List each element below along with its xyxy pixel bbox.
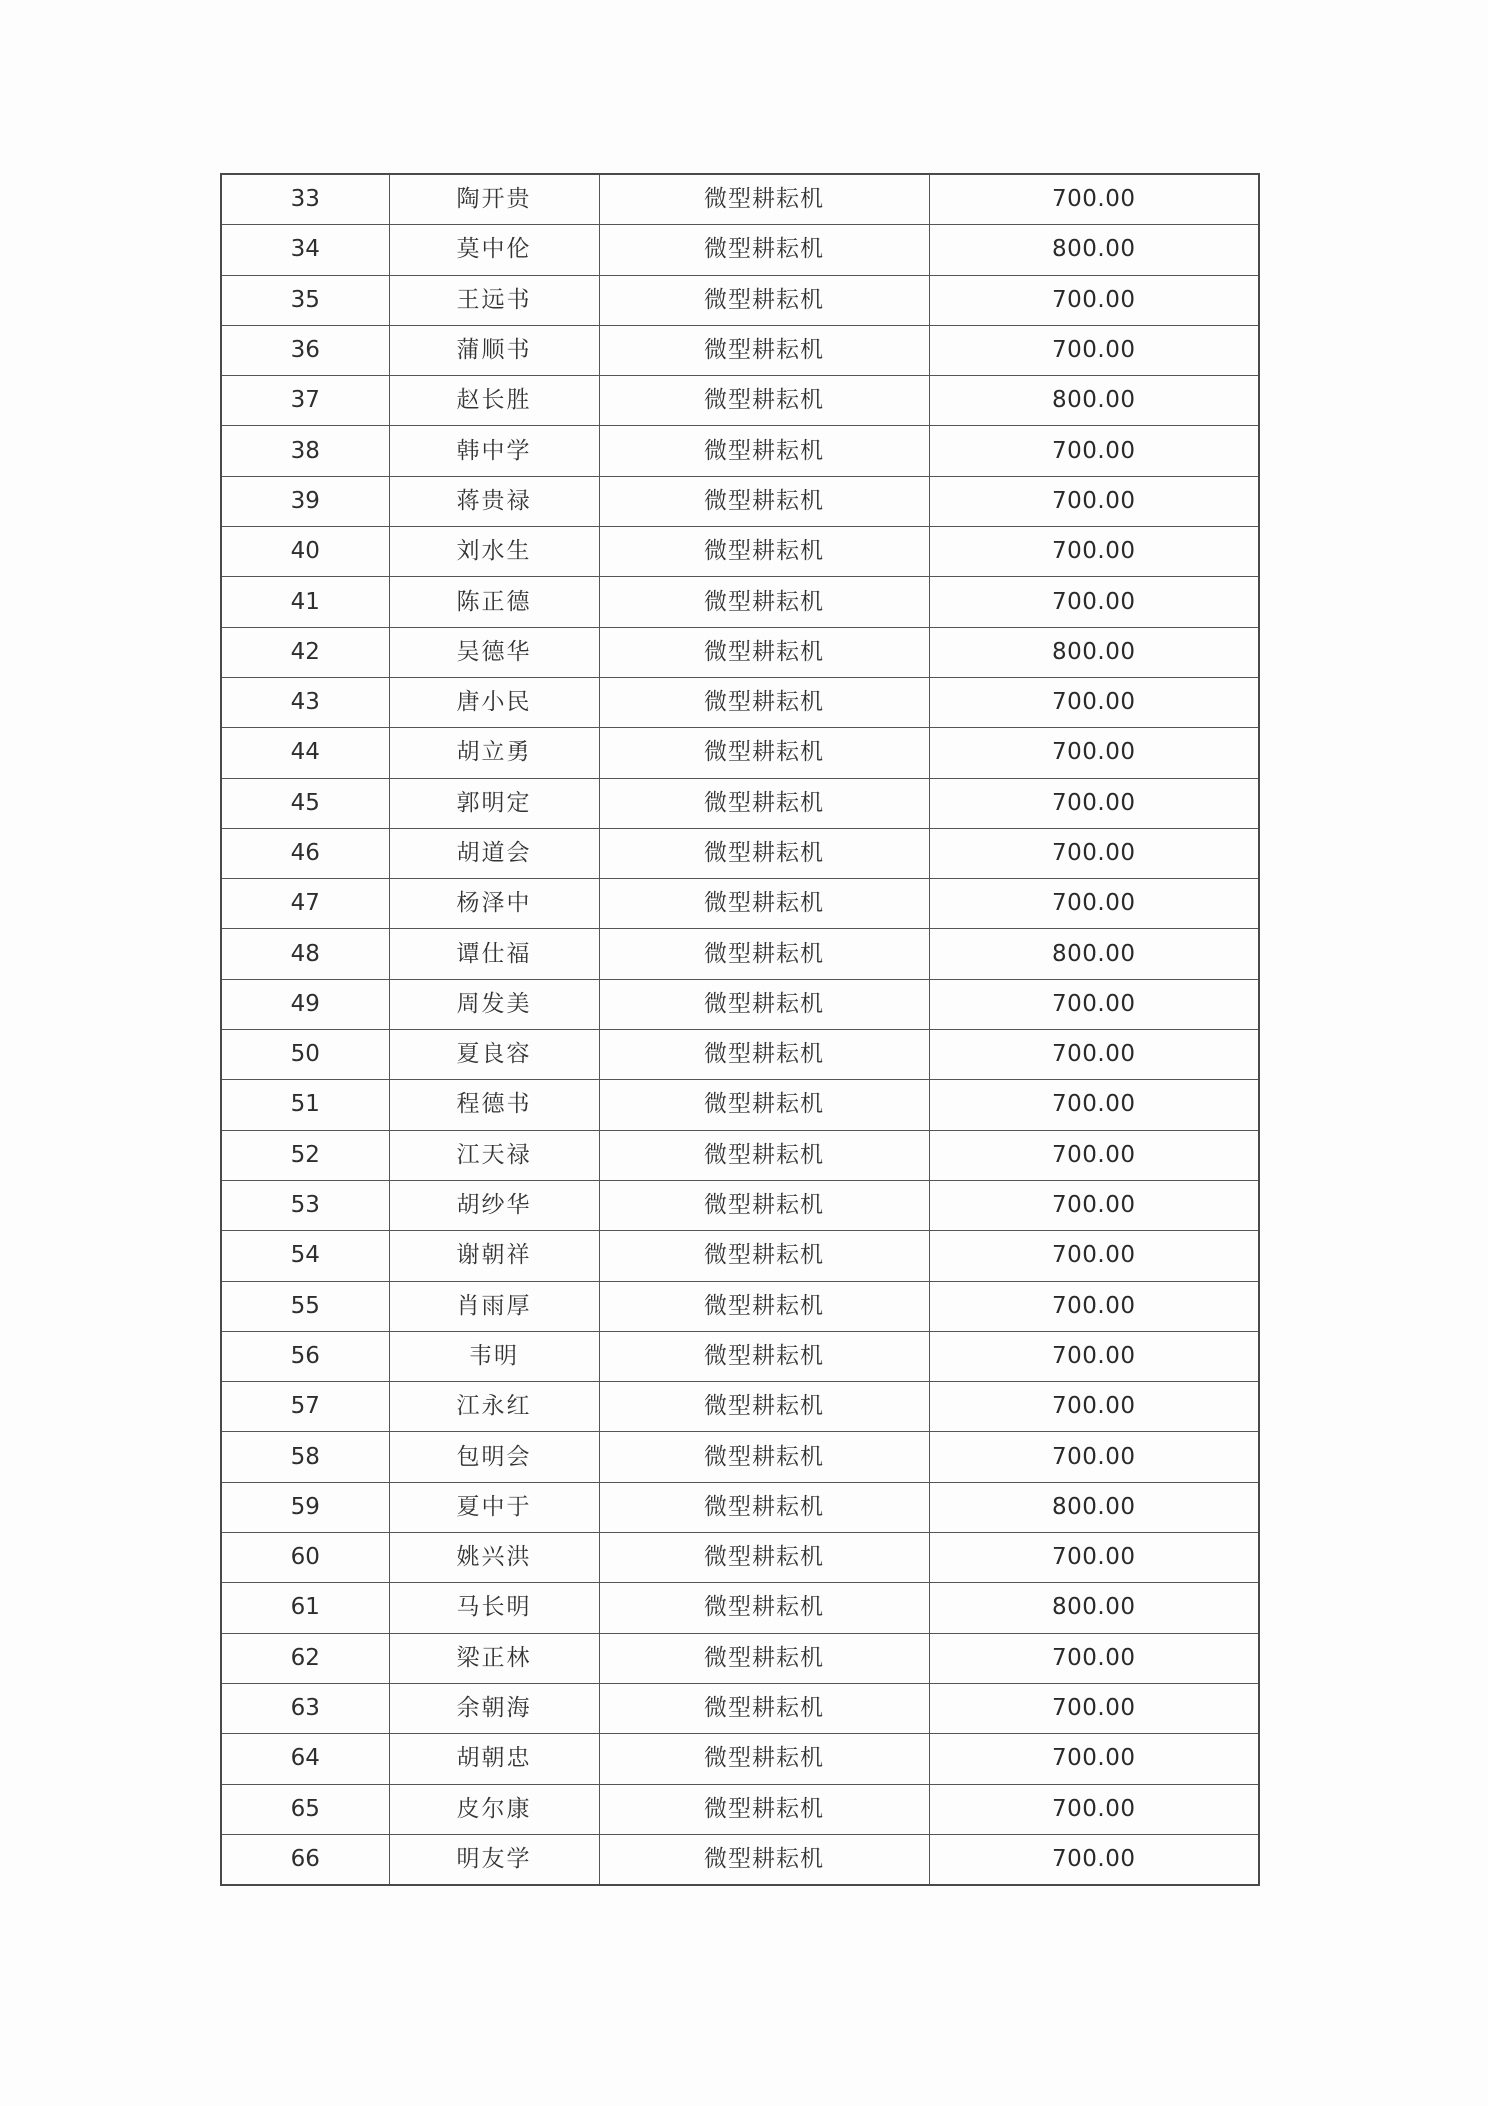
row-number: 59: [221, 1482, 389, 1532]
subsidy-amount: 700.00: [929, 1080, 1259, 1130]
machine-type: 微型耕耘机: [599, 979, 929, 1029]
farmer-name: 刘水生: [389, 527, 599, 577]
table-row: [221, 1030, 1259, 1080]
subsidy-amount: 700.00: [929, 1533, 1259, 1583]
machine-type: 微型耕耘机: [599, 1180, 929, 1230]
subsidy-amount: 700.00: [929, 1633, 1259, 1683]
farmer-name: 明友学: [389, 1834, 599, 1885]
farmer-name: 周发美: [389, 979, 599, 1029]
table-row: [221, 1231, 1259, 1281]
row-number: 66: [221, 1834, 389, 1885]
subsidy-amount: 700.00: [929, 1030, 1259, 1080]
farmer-name: 郭明定: [389, 778, 599, 828]
farmer-name: 江天禄: [389, 1130, 599, 1180]
table-row: [221, 1734, 1259, 1784]
row-number: 41: [221, 577, 389, 627]
machine-type: 微型耕耘机: [599, 225, 929, 275]
farmer-name: 梁正林: [389, 1633, 599, 1683]
machine-type: 微型耕耘机: [599, 677, 929, 727]
table-row: [221, 476, 1259, 526]
subsidy-amount: 700.00: [929, 275, 1259, 325]
machine-type: 微型耕耘机: [599, 1281, 929, 1331]
farmer-name: 胡朝忠: [389, 1734, 599, 1784]
farmer-name: 姚兴洪: [389, 1533, 599, 1583]
subsidy-amount: 700.00: [929, 979, 1259, 1029]
row-number: 40: [221, 527, 389, 577]
subsidy-amount: 800.00: [929, 1482, 1259, 1532]
subsidy-amount: 700.00: [929, 677, 1259, 727]
farmer-name: 胡立勇: [389, 728, 599, 778]
farmer-name: 杨泽中: [389, 879, 599, 929]
row-number: 58: [221, 1432, 389, 1482]
farmer-name: 韦明: [389, 1331, 599, 1381]
farmer-name: 江永红: [389, 1382, 599, 1432]
table-row: [221, 929, 1259, 979]
row-number: 57: [221, 1382, 389, 1432]
row-number: 51: [221, 1080, 389, 1130]
subsidy-amount: 800.00: [929, 929, 1259, 979]
subsidy-amount: 700.00: [929, 1231, 1259, 1281]
table-row: [221, 527, 1259, 577]
row-number: 45: [221, 778, 389, 828]
subsidy-amount: 800.00: [929, 627, 1259, 677]
row-number: 47: [221, 879, 389, 929]
row-number: 63: [221, 1683, 389, 1733]
table-row: [221, 1633, 1259, 1683]
subsidy-amount: 700.00: [929, 1180, 1259, 1230]
farmer-name: 韩中学: [389, 426, 599, 476]
subsidy-amount: 700.00: [929, 1432, 1259, 1482]
row-number: 54: [221, 1231, 389, 1281]
machine-type: 微型耕耘机: [599, 325, 929, 375]
farmer-name: 胡纱华: [389, 1180, 599, 1230]
machine-type: 微型耕耘机: [599, 1231, 929, 1281]
row-number: 49: [221, 979, 389, 1029]
row-number: 55: [221, 1281, 389, 1331]
subsidy-amount: 700.00: [929, 1130, 1259, 1180]
row-number: 44: [221, 728, 389, 778]
farmer-name: 夏良容: [389, 1030, 599, 1080]
table-row: [221, 828, 1259, 878]
machine-type: 微型耕耘机: [599, 1583, 929, 1633]
subsidy-amount: 700.00: [929, 1834, 1259, 1885]
machine-type: 微型耕耘机: [599, 879, 929, 929]
table-row: [221, 1533, 1259, 1583]
table-row: [221, 627, 1259, 677]
table-row: [221, 174, 1259, 225]
table-row: [221, 1482, 1259, 1532]
farmer-name: 蒋贵禄: [389, 476, 599, 526]
subsidy-amount: 700.00: [929, 1331, 1259, 1381]
machine-type: 微型耕耘机: [599, 1734, 929, 1784]
table-row: [221, 1583, 1259, 1633]
row-number: 43: [221, 677, 389, 727]
machine-type: 微型耕耘机: [599, 1331, 929, 1381]
subsidy-amount: 700.00: [929, 728, 1259, 778]
machine-type: 微型耕耘机: [599, 275, 929, 325]
farmer-name: 程德书: [389, 1080, 599, 1130]
subsidy-amount: 700.00: [929, 1734, 1259, 1784]
table-body: [221, 174, 1259, 1885]
subsidy-amount: 700.00: [929, 476, 1259, 526]
table-row: [221, 426, 1259, 476]
subsidy-amount: 700.00: [929, 325, 1259, 375]
row-number: 48: [221, 929, 389, 979]
table-row: [221, 1834, 1259, 1885]
table-row: [221, 225, 1259, 275]
row-number: 62: [221, 1633, 389, 1683]
table-row: [221, 677, 1259, 727]
subsidy-amount: 700.00: [929, 1784, 1259, 1834]
table-row: [221, 275, 1259, 325]
machine-type: 微型耕耘机: [599, 174, 929, 225]
row-number: 52: [221, 1130, 389, 1180]
subsidy-amount: 700.00: [929, 1281, 1259, 1331]
farmer-name: 包明会: [389, 1432, 599, 1482]
row-number: 53: [221, 1180, 389, 1230]
machine-type: 微型耕耘机: [599, 1633, 929, 1683]
machine-type: 微型耕耘机: [599, 1030, 929, 1080]
machine-type: 微型耕耘机: [599, 1130, 929, 1180]
table-row: [221, 1130, 1259, 1180]
table-row: [221, 1331, 1259, 1381]
farmer-name: 莫中伦: [389, 225, 599, 275]
table-row: [221, 376, 1259, 426]
table-row: [221, 979, 1259, 1029]
subsidy-amount: 700.00: [929, 174, 1259, 225]
subsidy-amount: 800.00: [929, 376, 1259, 426]
machine-type: 微型耕耘机: [599, 929, 929, 979]
farmer-name: 吴德华: [389, 627, 599, 677]
table-row: [221, 1281, 1259, 1331]
farmer-name: 蒲顺书: [389, 325, 599, 375]
subsidy-amount: 700.00: [929, 778, 1259, 828]
subsidy-amount: 700.00: [929, 1683, 1259, 1733]
row-number: 46: [221, 828, 389, 878]
table-row: [221, 325, 1259, 375]
farmer-name: 王远书: [389, 275, 599, 325]
table-row: [221, 778, 1259, 828]
subsidy-amount: 800.00: [929, 225, 1259, 275]
row-number: 50: [221, 1030, 389, 1080]
row-number: 65: [221, 1784, 389, 1834]
row-number: 33: [221, 174, 389, 225]
machine-type: 微型耕耘机: [599, 1432, 929, 1482]
farmer-name: 肖雨厚: [389, 1281, 599, 1331]
machine-type: 微型耕耘机: [599, 1784, 929, 1834]
table-row: [221, 1382, 1259, 1432]
farmer-name: 皮尔康: [389, 1784, 599, 1834]
row-number: 64: [221, 1734, 389, 1784]
machine-type: 微型耕耘机: [599, 1080, 929, 1130]
subsidy-amount: 700.00: [929, 527, 1259, 577]
row-number: 34: [221, 225, 389, 275]
farmer-name: 陶开贵: [389, 174, 599, 225]
machine-type: 微型耕耘机: [599, 1683, 929, 1733]
row-number: 38: [221, 426, 389, 476]
row-number: 36: [221, 325, 389, 375]
table-row: [221, 1683, 1259, 1733]
machine-type: 微型耕耘机: [599, 1834, 929, 1885]
table-row: [221, 1432, 1259, 1482]
farmer-name: 唐小民: [389, 677, 599, 727]
machine-type: 微型耕耘机: [599, 1482, 929, 1532]
row-number: 39: [221, 476, 389, 526]
farmer-name: 夏中于: [389, 1482, 599, 1532]
farmer-name: 赵长胜: [389, 376, 599, 426]
row-number: 42: [221, 627, 389, 677]
table-row: [221, 728, 1259, 778]
machine-type: 微型耕耘机: [599, 728, 929, 778]
row-number: 35: [221, 275, 389, 325]
machine-type: 微型耕耘机: [599, 527, 929, 577]
table-row: [221, 1180, 1259, 1230]
row-number: 61: [221, 1583, 389, 1633]
subsidy-amount: 800.00: [929, 1583, 1259, 1633]
farmer-name: 马长明: [389, 1583, 599, 1633]
machine-type: 微型耕耘机: [599, 627, 929, 677]
table-row: [221, 879, 1259, 929]
machine-type: 微型耕耘机: [599, 376, 929, 426]
row-number: 60: [221, 1533, 389, 1583]
row-number: 56: [221, 1331, 389, 1381]
subsidy-amount: 700.00: [929, 828, 1259, 878]
subsidy-amount: 700.00: [929, 426, 1259, 476]
farmer-name: 余朝海: [389, 1683, 599, 1733]
machine-type: 微型耕耘机: [599, 1382, 929, 1432]
row-number: 37: [221, 376, 389, 426]
farmer-name: 谭仕福: [389, 929, 599, 979]
machine-type: 微型耕耘机: [599, 778, 929, 828]
table-row: [221, 577, 1259, 627]
farmer-name: 胡道会: [389, 828, 599, 878]
table-row: [221, 1784, 1259, 1834]
subsidy-table: [220, 173, 1260, 1886]
table-row: [221, 1080, 1259, 1130]
machine-type: 微型耕耘机: [599, 1533, 929, 1583]
subsidy-amount: 700.00: [929, 879, 1259, 929]
farmer-name: 谢朝祥: [389, 1231, 599, 1281]
machine-type: 微型耕耘机: [599, 828, 929, 878]
subsidy-amount: 700.00: [929, 1382, 1259, 1432]
machine-type: 微型耕耘机: [599, 426, 929, 476]
machine-type: 微型耕耘机: [599, 476, 929, 526]
farmer-name: 陈正德: [389, 577, 599, 627]
subsidy-amount: 700.00: [929, 577, 1259, 627]
machine-type: 微型耕耘机: [599, 577, 929, 627]
